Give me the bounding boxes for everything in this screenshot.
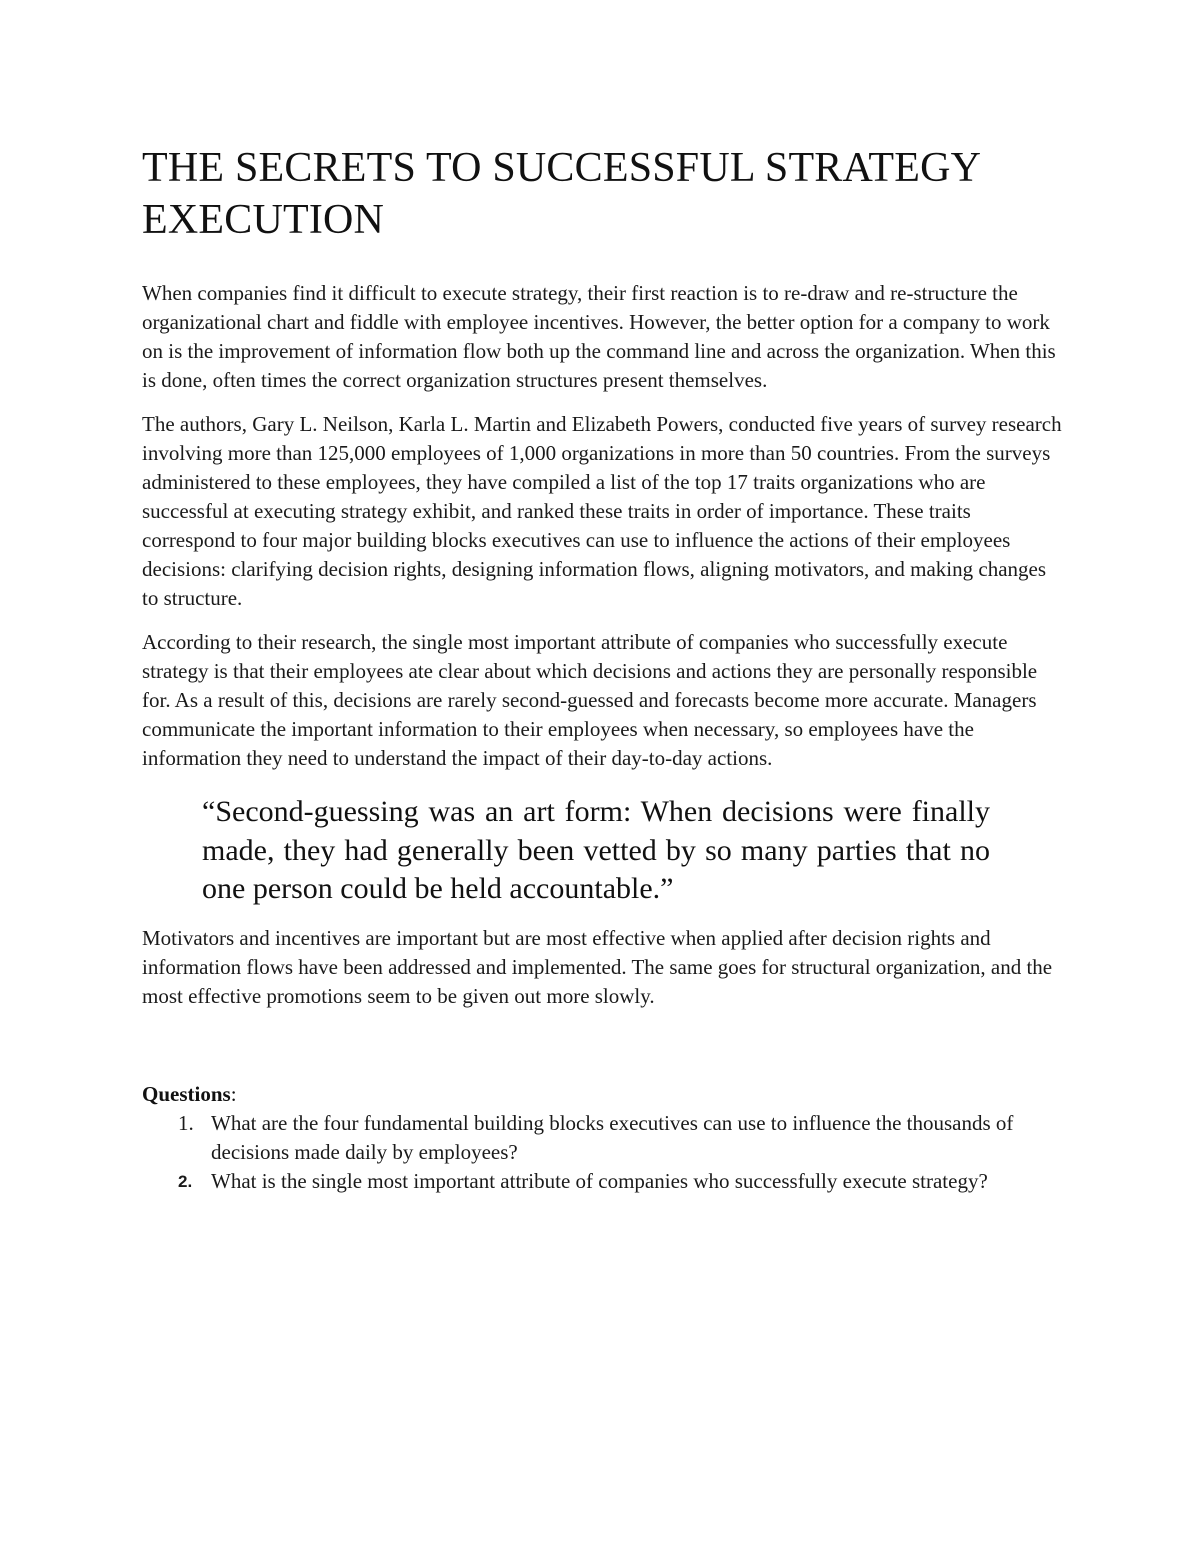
question-number: 2. bbox=[178, 1171, 193, 1191]
questions-list bbox=[142, 1109, 1064, 1196]
question-text: What is the single most important attribute of companies who successfully execute strategy? bbox=[211, 1168, 988, 1193]
questions-heading bbox=[142, 1080, 1064, 1109]
question-number: 1. bbox=[178, 1110, 194, 1135]
document-body bbox=[142, 142, 1064, 1196]
paragraph-motivators: Motivators and incentives are important but are most effective when applied after decision rights and information flows have been addressed and implemented. The same goes for structural organization, and the most effective promotions seem to be given out more slowly. bbox=[142, 925, 1053, 1008]
question-text: What are the four fundamental building blocks executives can use to influence the thousands of decisions made daily by employees? bbox=[211, 1110, 1014, 1164]
paragraph-research: According to their research, the single most important attribute of companies who successfully execute strategy is that their employees ate clear about which decisions and actions they are personally responsible for. As a result of this, decisions are rarely second-guessed and forecasts become more accurate. Managers communicate the important information to their employees when necessary, so employees have the information they need to understand the impact of their day-to-day actions. bbox=[142, 630, 1038, 770]
paragraph-intro: When companies find it difficult to execute strategy, their first reaction is to re-draw and re-structure the organizational chart and fiddle with employee incentives. However, the better option for a company to work on is the improvement of information flow both up the command line and across the organization. When this is done, often times the correct organization structures present themselves. bbox=[142, 281, 1056, 392]
questions-heading-colon: : bbox=[230, 1081, 237, 1106]
pull-quote: “Second-guessing was an art form: When decisions were finally made, they had generally been vetted by so many parties that no one person could be held accountable.” bbox=[202, 795, 990, 905]
document-title: THE SECRETS TO SUCCESSFUL STRATEGY EXECUTION bbox=[142, 145, 980, 243]
question-item bbox=[142, 1109, 1064, 1167]
questions-heading-label: Questions bbox=[142, 1081, 231, 1106]
paragraph-authors: The authors, Gary L. Neilson, Karla L. Martin and Elizabeth Powers, conducted five years of survey research involving more than 125,000 employees of 1,000 organizations in more than 50 countries. From the surveys administered to these employees, they have compiled a list of the top 17 traits organizations who are successful at executing strategy exhibit, and ranked these traits in order of importance. These traits correspond to four major building blocks executives can use to influence the actions of their employees decisions: clarifying decision rights, designing information flows, aligning motivators, and making changes to structure. bbox=[142, 412, 1062, 610]
question-item bbox=[142, 1167, 1064, 1196]
